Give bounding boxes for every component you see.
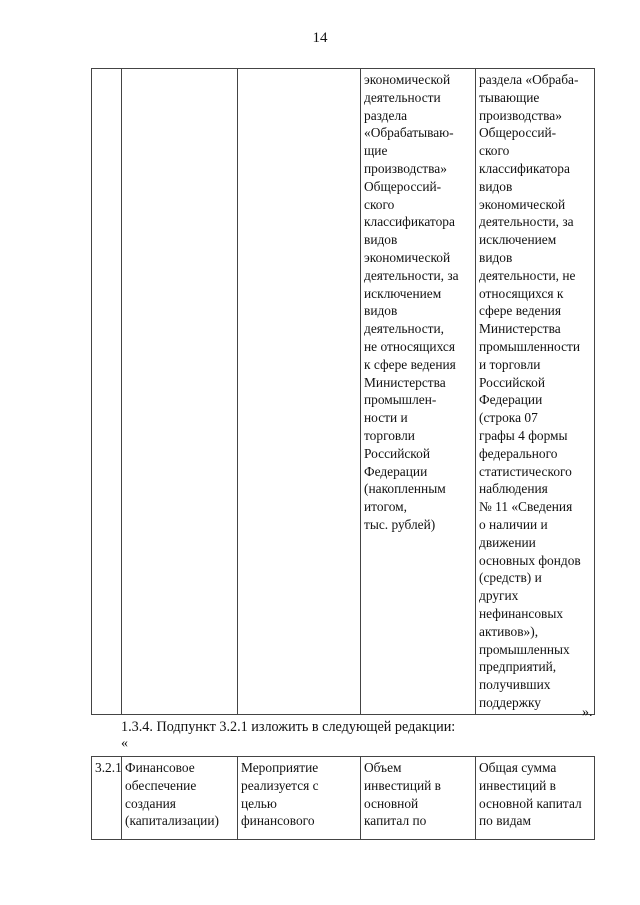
table-cell-indicator: экономической деятельности раздела «Обрабатываю- щие производства» Общероссий- ского классификатора видов экономической деятельности, за исключением видов деятельности, не относящихся к сфере ведения Министерства промышлен- ности и торговли Российской Федерации (накопленным итогом, тыс. рублей): [361, 69, 476, 715]
table-cell-method: раздела «Обраба- тывающие производства» Общероссий- ского классификатора видов экономической деятельности, за исключением видов деятельности, не относящихся к сфере ведения Министерства промышленности и торговли Российской Федерации (строка 07 графы 4 формы федерального статистического наблюдения № 11 «Сведения о наличии и движении основных фондов (средств) и других нефинансовых активов»), промышленных предприятий, получивших поддержку: [476, 69, 595, 715]
opening-quote: «: [121, 736, 128, 751]
table-row: [92, 69, 595, 715]
table-row: [92, 757, 595, 840]
table-cell-description: Мероприятие реализуется с целью финансового: [238, 757, 361, 840]
closing-quote: ».: [582, 705, 593, 720]
table-cell-method: Общая сумма инвестиций в основной капитал по видам: [476, 757, 595, 840]
page-number: 14: [312, 30, 328, 46]
paragraph-text: 1.3.4. Подпункт 3.2.1 изложить в следующей редакции:: [121, 719, 456, 735]
table-continuation: [91, 68, 595, 715]
table-cell-number: 3.2.1: [92, 757, 122, 840]
table-cell-description: [238, 69, 361, 715]
table-cell-number: [92, 69, 122, 715]
table-cell-name: [122, 69, 238, 715]
table-cell-indicator: Объем инвестиций в основной капитал по: [361, 757, 476, 840]
table-cell-name: Финансовое обеспечение создания (капитализации): [122, 757, 238, 840]
table-new-section: [91, 756, 595, 840]
